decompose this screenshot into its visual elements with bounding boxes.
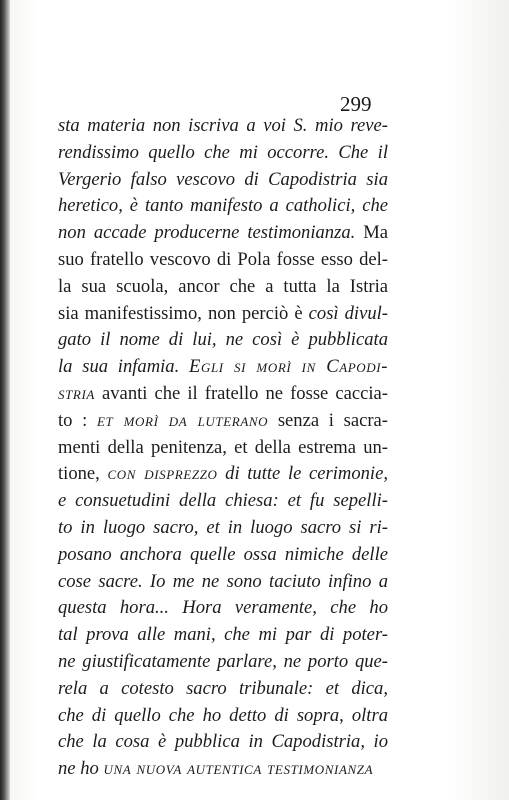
italic-text: che la cosa è pubblica in Capodistria, io [58,731,388,753]
text-line [58,301,388,328]
text-line [58,756,388,783]
text-line [58,140,388,167]
italic-text: e consuetudini della chiesa: et fu sepelli- [58,490,388,512]
text-line [58,435,388,462]
text-line [58,461,388,488]
italic-text: sta materia non iscriva a voi S. mio reve- [58,115,388,136]
roman-text: menti della penitenza, et della estrema un- [58,436,388,458]
text-line [58,327,388,354]
small-caps-text: Egli si morì in Capodi- [189,356,388,378]
text-line [58,408,388,435]
small-caps-text: stria [58,382,95,404]
text-line [58,488,388,515]
roman-text: sia manifestissimo, non perciò è [58,302,309,324]
text-line [58,167,388,194]
roman-text: avanti che il fratello ne fosse caccia- [94,382,388,404]
text-line [58,595,388,622]
italic-text: gato il nome di lui, ne così è pubblicata [58,329,388,351]
text-line [58,649,388,676]
italic-text: heretico, è tanto manifesto a catholici, che [58,195,388,217]
italic-text: rendissimo quello che mi occorre. Che il [58,141,388,163]
text-line [58,193,388,220]
text-line [58,703,388,730]
roman-text: tione, [58,463,108,485]
italic-text: che di quello che ho detto di sopra, oltra [58,704,388,726]
text-line [58,113,388,140]
roman-text: senza i sacra- [268,409,389,431]
text-line [58,381,388,408]
body-text [58,113,388,783]
binding-gutter [0,0,10,800]
italic-text: così divul- [308,302,388,324]
text-line [58,542,388,569]
roman-text: Ma [355,222,388,244]
roman-text: suo fratello vescovo di Pola fosse esso del- [58,248,388,270]
italic-text: non accade producerne testimonianza. [58,222,356,244]
italic-text: cose sacre. Io me ne sono taciuto infino a [58,570,388,592]
roman-text: to : [58,409,97,431]
italic-text: ne ho [58,758,104,780]
text-line [58,729,388,756]
small-caps-text: et morì da luterano [96,409,269,431]
italic-text: Vergerio falso vescovo di Capodistria sia [58,168,388,190]
small-caps-text: una nuova autentica testimonianza [103,758,374,780]
roman-text: la sua scuola, ancor che a tutta la Istria [58,275,388,297]
text-line [58,247,388,274]
text-line [58,274,388,301]
italic-text: tal prova alle mani, che mi par di poter- [58,624,388,646]
text-line [58,676,388,703]
italic-text: di tutte le cerimonie, [217,463,388,485]
small-caps-text: con disprezzo [107,463,218,485]
italic-text: posano anchora quelle ossa nimiche delle [58,543,388,565]
italic-text: to in luogo sacro, et in luogo sacro si ri- [58,516,388,538]
page-number: 299 [340,92,372,116]
italic-text: questa hora... Hora veramente, che ho [58,597,388,619]
text-line [58,622,388,649]
text-line [58,515,388,542]
text-line [58,220,388,247]
text-line [58,354,388,381]
italic-text: rela a cotesto sacro tribunale: et dica, [58,677,388,699]
text-line [58,569,388,596]
italic-text: ne giustificatamente parlare, ne porto que- [58,650,388,672]
italic-text: la sua infamia. [58,356,189,378]
